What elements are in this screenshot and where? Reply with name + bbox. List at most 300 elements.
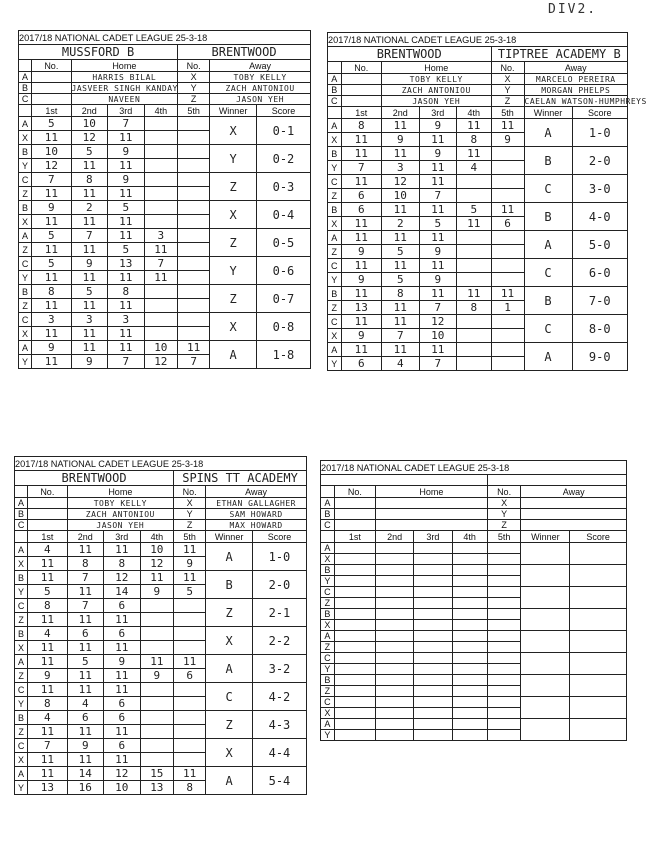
set-score-player2 <box>376 620 414 631</box>
set-score-player1 <box>334 543 375 554</box>
game-winner: C <box>524 175 572 203</box>
away-player-name: ETHAN GALLAGHER <box>206 498 307 509</box>
set-score-player2 <box>457 329 492 343</box>
game-player2-letter: X <box>321 620 335 631</box>
match-score <box>570 653 627 675</box>
game-player2-letter: X <box>19 215 32 229</box>
set-score-player1: 11 <box>341 343 382 357</box>
set-score-player2 <box>487 554 521 565</box>
game-player1-letter: C <box>321 697 335 708</box>
set-score-player1 <box>178 145 210 159</box>
match-score: 8-0 <box>572 315 628 343</box>
game-row-player1 <box>19 145 311 159</box>
match-score <box>570 675 627 697</box>
set-score-player1 <box>452 719 487 730</box>
scoresheet <box>18 30 310 369</box>
game-row-player1 <box>19 313 311 327</box>
set-score-player2: 7 <box>419 189 457 203</box>
game-player1-letter: B <box>15 571 28 585</box>
set-score-player2: 11 <box>104 753 141 767</box>
set-score-player1: 4 <box>28 627 67 641</box>
match-score <box>570 609 627 631</box>
away-player-name <box>521 509 627 520</box>
game-player1-letter: C <box>321 653 335 664</box>
set-score-player1 <box>487 587 521 598</box>
game-winner: A <box>524 119 572 147</box>
game-player1-letter: A <box>321 719 335 730</box>
set-score-player1 <box>376 719 414 730</box>
set-score-player2 <box>376 730 414 741</box>
sheet-title: 2017/18 NATIONAL CADET LEAGUE 25-3-18 <box>321 461 627 475</box>
game-player1-letter: B <box>15 627 28 641</box>
spacer-cell <box>321 486 335 498</box>
set-score-player2: 11 <box>32 215 71 229</box>
set-score-player2: 6 <box>174 669 206 683</box>
set-score-player1 <box>144 173 178 187</box>
set-score-player2: 8 <box>104 557 141 571</box>
set-score-player2: 11 <box>28 557 67 571</box>
set-score-player1: 10 <box>71 117 108 131</box>
game-player1-letter: A <box>15 655 28 669</box>
set-score-player1: 4 <box>28 711 67 725</box>
game-row-player1 <box>321 719 627 730</box>
set-score-player1 <box>376 653 414 664</box>
game-row-player1 <box>321 565 627 576</box>
match-score: 3-0 <box>572 175 628 203</box>
set-score-player2 <box>178 215 210 229</box>
set-score-player2: 5 <box>108 243 145 257</box>
set-score-player2: 7 <box>382 329 420 343</box>
set-score-player1: 3 <box>71 313 108 327</box>
set-score-player2: 10 <box>382 189 420 203</box>
set-score-player1 <box>376 631 414 642</box>
home-player-no <box>334 509 375 520</box>
spacer-cell <box>321 531 335 543</box>
set-score-player1: 9 <box>104 655 141 669</box>
match-score: 4-4 <box>252 739 306 767</box>
set-score-player1: 11 <box>419 231 457 245</box>
match-score: 0-3 <box>256 173 310 201</box>
set-score-player1: 11 <box>28 571 67 585</box>
game-winner: Z <box>210 229 257 257</box>
match-score: 1-0 <box>252 543 306 571</box>
set-score-player1: 3 <box>32 313 71 327</box>
game-player1-letter: B <box>328 147 342 161</box>
set-score-player1: 5 <box>32 257 71 271</box>
set-score-player2 <box>487 576 521 587</box>
set-score-player2 <box>452 576 487 587</box>
set-score-player1 <box>452 609 487 620</box>
game-header-1st: 1st <box>28 531 67 543</box>
set-score-player1: 11 <box>341 175 382 189</box>
game-row-player1 <box>321 697 627 708</box>
game-player2-letter: Y <box>15 697 28 711</box>
game-winner <box>521 675 570 697</box>
set-score-player2 <box>140 697 174 711</box>
set-score-player2 <box>140 753 174 767</box>
game-header-5th: 5th <box>174 531 206 543</box>
game-header-2nd: 2nd <box>376 531 414 543</box>
set-score-player2: 11 <box>71 327 108 341</box>
game-winner: C <box>524 259 572 287</box>
set-score-player1 <box>178 117 210 131</box>
game-player1-letter: B <box>321 565 335 576</box>
set-score-player2: 11 <box>108 271 145 285</box>
set-score-player1 <box>140 599 174 613</box>
game-player1-letter: C <box>321 587 335 598</box>
set-score-player1: 5 <box>71 285 108 299</box>
set-score-player2: 7 <box>419 357 457 371</box>
match-score: 0-2 <box>256 145 310 173</box>
game-player2-letter: Z <box>328 301 342 315</box>
set-score-player1 <box>140 711 174 725</box>
col-home: Home <box>376 486 488 498</box>
set-score-player1: 11 <box>341 231 382 245</box>
set-score-player2 <box>414 554 452 565</box>
set-score-player1 <box>334 631 375 642</box>
set-score-player2 <box>178 131 210 145</box>
set-score-player1: 11 <box>382 231 420 245</box>
game-winner: B <box>524 147 572 175</box>
set-score-player1: 11 <box>174 767 206 781</box>
game-winner: X <box>210 117 257 145</box>
set-score-player1: 8 <box>28 599 67 613</box>
set-score-player1: 5 <box>32 117 71 131</box>
set-score-player1 <box>414 653 452 664</box>
set-score-player2: 11 <box>104 641 141 655</box>
game-player1-letter: A <box>328 119 342 133</box>
away-team-name: TIPTREE ACADEMY B <box>491 47 628 62</box>
game-header-4th: 4th <box>140 531 174 543</box>
set-score-player1: 11 <box>419 175 457 189</box>
game-winner: X <box>206 739 253 767</box>
set-score-player1: 12 <box>382 175 420 189</box>
set-score-player2 <box>334 620 375 631</box>
game-player1-letter: A <box>19 341 32 355</box>
col-no-home: No. <box>32 60 71 72</box>
set-score-player1: 11 <box>457 287 492 301</box>
home-player-name: JASON YEH <box>67 520 174 531</box>
set-score-player1: 11 <box>174 543 206 557</box>
home-player-no <box>334 520 375 531</box>
game-player2-letter: Y <box>19 271 32 285</box>
game-winner <box>521 565 570 587</box>
set-score-player1 <box>144 201 178 215</box>
set-score-player2 <box>178 243 210 257</box>
set-score-player1 <box>414 587 452 598</box>
away-team-name <box>487 475 626 486</box>
set-score-player1: 11 <box>382 119 420 133</box>
match-score: 0-6 <box>256 257 310 285</box>
away-player-name: SAM HOWARD <box>206 509 307 520</box>
game-winner: A <box>210 341 257 369</box>
game-header-1st: 1st <box>32 105 71 117</box>
match-score: 3-2 <box>252 655 306 683</box>
game-player1-letter: C <box>19 313 32 327</box>
scoresheet <box>14 456 306 795</box>
game-row-player1 <box>321 675 627 686</box>
set-score-player1 <box>457 259 492 273</box>
home-player-name: JASON YEH <box>382 96 492 107</box>
set-score-player2: 11 <box>108 215 145 229</box>
game-player1-letter: A <box>321 631 335 642</box>
game-player2-letter: Y <box>19 159 32 173</box>
set-score-player2 <box>376 576 414 587</box>
spacer-cell <box>15 486 28 498</box>
game-player2-letter: Z <box>15 669 28 683</box>
set-score-player2: 11 <box>419 161 457 175</box>
game-header-winner: Winner <box>524 107 572 119</box>
set-score-player1 <box>487 543 521 554</box>
game-row-player1 <box>15 627 307 641</box>
game-row-player1 <box>15 599 307 613</box>
set-score-player2: 13 <box>341 301 382 315</box>
set-score-player2 <box>452 554 487 565</box>
set-score-player2: 11 <box>28 725 67 739</box>
set-score-player1: 2 <box>71 201 108 215</box>
game-winner: B <box>524 203 572 231</box>
set-score-player2: 5 <box>419 217 457 231</box>
match-score: 0-1 <box>256 117 310 145</box>
scoresheet <box>320 460 626 741</box>
set-score-player2: 11 <box>71 159 108 173</box>
set-score-player2: 11 <box>108 327 145 341</box>
corner-note: DIV2. <box>548 2 598 17</box>
set-score-player1 <box>140 627 174 641</box>
set-score-player2 <box>144 327 178 341</box>
set-score-player1 <box>376 587 414 598</box>
spacer-cell <box>328 107 342 119</box>
set-score-player2 <box>178 327 210 341</box>
set-score-player1: 11 <box>382 147 420 161</box>
set-score-player1 <box>452 587 487 598</box>
set-score-player1: 11 <box>104 683 141 697</box>
spacer-cell <box>15 531 28 543</box>
set-score-player2: 11 <box>28 641 67 655</box>
set-score-player2 <box>376 708 414 719</box>
game-player1-letter: C <box>15 739 28 753</box>
set-score-player1 <box>491 231 524 245</box>
away-player-name <box>521 498 627 509</box>
set-score-player2: 11 <box>108 187 145 201</box>
set-score-player1: 5 <box>32 229 71 243</box>
away-player-letter: X <box>178 72 210 83</box>
set-score-player1: 11 <box>67 683 104 697</box>
set-score-player1: 11 <box>174 655 206 669</box>
game-row-player1 <box>19 201 311 215</box>
set-score-player2: 1 <box>491 301 524 315</box>
game-row-player1 <box>321 653 627 664</box>
set-score-player2 <box>457 273 492 287</box>
game-row-player1 <box>15 683 307 697</box>
away-player-letter: X <box>491 74 524 85</box>
set-score-player2: 11 <box>28 613 67 627</box>
game-winner: A <box>206 767 253 795</box>
game-player2-letter: Y <box>328 273 342 287</box>
away-player-letter: Z <box>178 94 210 105</box>
away-player-name: TOBY KELLY <box>210 72 311 83</box>
away-player-letter: Y <box>174 509 206 520</box>
game-player2-letter: X <box>19 327 32 341</box>
set-score-player2: 3 <box>382 161 420 175</box>
home-player-letter: C <box>328 96 342 107</box>
game-winner: X <box>210 201 257 229</box>
set-score-player1 <box>334 565 375 576</box>
match-score: 2-0 <box>572 147 628 175</box>
set-score-player1: 11 <box>382 203 420 217</box>
set-score-player1 <box>491 315 524 329</box>
set-score-player2: 11 <box>144 243 178 257</box>
set-score-player2: 4 <box>67 697 104 711</box>
set-score-player1 <box>376 697 414 708</box>
set-score-player2 <box>457 357 492 371</box>
match-score: 2-1 <box>252 599 306 627</box>
away-player-letter: Z <box>487 520 521 531</box>
game-row-player1 <box>321 587 627 598</box>
set-score-player1 <box>178 257 210 271</box>
game-winner: B <box>206 571 253 599</box>
set-score-player1: 11 <box>491 287 524 301</box>
game-player1-letter: C <box>328 315 342 329</box>
set-score-player1 <box>452 697 487 708</box>
game-header-4th: 4th <box>144 105 178 117</box>
set-score-player2: 4 <box>382 357 420 371</box>
home-player-no <box>28 498 67 509</box>
set-score-player1: 11 <box>341 147 382 161</box>
set-score-player1: 11 <box>382 259 420 273</box>
game-header-winner: Winner <box>521 531 570 543</box>
game-player1-letter: A <box>15 543 28 557</box>
match-score: 1-8 <box>256 341 310 369</box>
set-score-player2: 11 <box>32 271 71 285</box>
set-score-player2 <box>414 620 452 631</box>
game-row-player1 <box>15 655 307 669</box>
set-score-player2: 11 <box>108 131 145 145</box>
game-winner: A <box>524 231 572 259</box>
sheet-title: 2017/18 NATIONAL CADET LEAGUE 25-3-18 <box>328 33 628 47</box>
game-player1-letter: C <box>15 683 28 697</box>
set-score-player1: 6 <box>67 711 104 725</box>
col-no-home: No. <box>341 62 382 74</box>
away-team-name: SPINS TT ACADEMY <box>174 471 307 486</box>
col-no-away: No. <box>487 486 521 498</box>
game-header-score: Score <box>256 105 310 117</box>
set-score-player1: 11 <box>108 229 145 243</box>
set-score-player2 <box>452 642 487 653</box>
set-score-player1: 11 <box>108 341 145 355</box>
col-home: Home <box>67 486 174 498</box>
set-score-player2 <box>178 299 210 313</box>
away-player-name: MAX HOWARD <box>206 520 307 531</box>
set-score-player2 <box>178 271 210 285</box>
set-score-player1 <box>144 285 178 299</box>
set-score-player1 <box>457 343 492 357</box>
set-score-player1: 11 <box>341 287 382 301</box>
home-player-letter: C <box>19 94 32 105</box>
set-score-player2 <box>457 189 492 203</box>
set-score-player2: 10 <box>104 781 141 795</box>
set-score-player1: 4 <box>28 543 67 557</box>
set-score-player1: 9 <box>419 119 457 133</box>
game-header-winner: Winner <box>206 531 253 543</box>
set-score-player1 <box>178 313 210 327</box>
set-score-player2 <box>144 215 178 229</box>
game-player1-letter: C <box>328 259 342 273</box>
set-score-player1: 9 <box>108 145 145 159</box>
match-score: 4-0 <box>572 203 628 231</box>
game-player2-letter: X <box>19 131 32 145</box>
set-score-player2: 12 <box>32 159 71 173</box>
set-score-player2 <box>376 642 414 653</box>
game-winner <box>521 587 570 609</box>
game-row-player1 <box>19 285 311 299</box>
home-player-letter: A <box>15 498 28 509</box>
set-score-player1 <box>457 175 492 189</box>
set-score-player1: 11 <box>67 543 104 557</box>
game-player2-letter: Z <box>19 243 32 257</box>
set-score-player2: 11 <box>32 355 71 369</box>
home-player-letter: A <box>19 72 32 83</box>
set-score-player1: 9 <box>32 341 71 355</box>
game-header-2nd: 2nd <box>382 107 420 119</box>
game-winner <box>521 631 570 653</box>
set-score-player2 <box>144 299 178 313</box>
set-score-player2: 5 <box>382 245 420 259</box>
set-score-player1: 6 <box>104 599 141 613</box>
set-score-player1 <box>178 229 210 243</box>
game-player2-letter: X <box>15 753 28 767</box>
game-player2-letter: Y <box>321 730 335 741</box>
game-row-player1 <box>328 259 628 273</box>
home-player-name: TOBY KELLY <box>67 498 174 509</box>
set-score-player1 <box>414 719 452 730</box>
home-player-letter: B <box>19 83 32 94</box>
set-score-player1 <box>487 653 521 664</box>
set-score-player1: 11 <box>341 315 382 329</box>
game-winner: Y <box>210 145 257 173</box>
col-home: Home <box>71 60 178 72</box>
home-player-letter: B <box>328 85 342 96</box>
game-player2-letter: Z <box>321 642 335 653</box>
match-score: 7-0 <box>572 287 628 315</box>
set-score-player2: 9 <box>140 669 174 683</box>
game-winner: X <box>210 313 257 341</box>
set-score-player2: 11 <box>28 753 67 767</box>
game-winner: Z <box>210 285 257 313</box>
game-player2-letter: Z <box>328 245 342 259</box>
scoresheet-table <box>18 30 311 369</box>
away-player-letter: X <box>487 498 521 509</box>
set-score-player2 <box>144 131 178 145</box>
set-score-player1 <box>414 631 452 642</box>
set-score-player2: 6 <box>341 357 382 371</box>
home-team-name: MUSSFORD B <box>19 45 178 60</box>
set-score-player2: 12 <box>144 355 178 369</box>
away-player-letter: Y <box>178 83 210 94</box>
set-score-player1 <box>491 147 524 161</box>
set-score-player1: 5 <box>71 145 108 159</box>
game-row-player1 <box>328 231 628 245</box>
set-score-player2 <box>414 664 452 675</box>
game-row-player1 <box>321 631 627 642</box>
home-player-no <box>32 72 71 83</box>
game-row-player1 <box>19 257 311 271</box>
set-score-player2 <box>487 664 521 675</box>
set-score-player1: 7 <box>67 571 104 585</box>
set-score-player1: 7 <box>108 117 145 131</box>
set-score-player2: 9 <box>174 557 206 571</box>
home-player-name <box>376 509 488 520</box>
